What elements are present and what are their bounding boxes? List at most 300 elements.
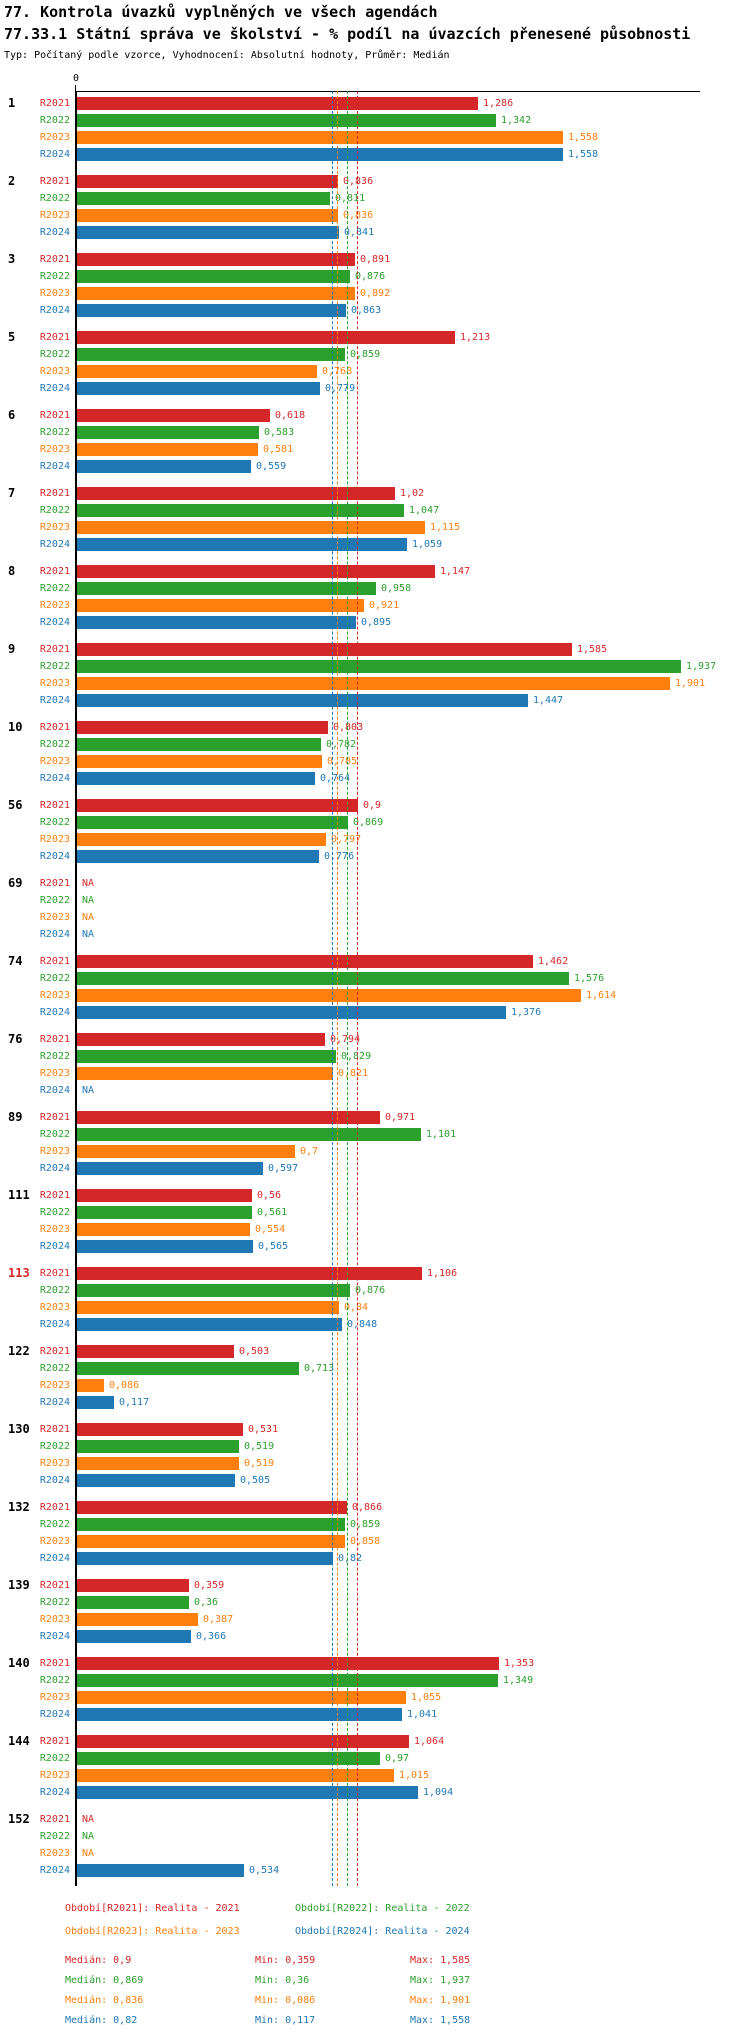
value-label: 1,094 <box>423 1787 454 1798</box>
series-label-r2021: R2021 <box>39 98 70 109</box>
series-label-r2023: R2023 <box>39 990 70 1001</box>
series-label-r2022: R2022 <box>39 271 70 282</box>
series-label-r2024: R2024 <box>39 929 70 940</box>
bar-group-2 <box>0 173 750 241</box>
series-label-r2021: R2021 <box>39 1736 70 1747</box>
bar-r2022 <box>77 114 496 127</box>
bar-r2024 <box>77 1240 253 1253</box>
stat-min-r2024: Min: 0,117 <box>255 2015 316 2026</box>
bar-r2022 <box>77 1050 336 1063</box>
value-label: 0,803 <box>333 722 364 733</box>
bar-r2022 <box>77 348 345 361</box>
series-label-r2023: R2023 <box>39 1068 70 1079</box>
value-label: 0,581 <box>263 444 294 455</box>
value-label: NA <box>82 1848 95 1859</box>
bar-r2021 <box>77 175 338 188</box>
value-label: 0,56 <box>257 1190 282 1201</box>
series-label-r2023: R2023 <box>39 522 70 533</box>
series-label-r2023: R2023 <box>39 678 70 689</box>
bar-row <box>0 1160 750 1177</box>
bar-row <box>0 190 750 207</box>
series-label-r2022: R2022 <box>39 1363 70 1374</box>
bar-row <box>0 1360 750 1377</box>
legend-item-r2022: Období[R2022]: Realita - 2022 <box>295 1903 470 1914</box>
page-title: 77. Kontrola úvazků vyplněných ve všech agendách <box>4 3 438 21</box>
bar-row <box>0 597 750 614</box>
value-label: 1,614 <box>586 990 617 1001</box>
bar-row <box>0 146 750 163</box>
bar-row <box>0 1706 750 1723</box>
bar-row <box>0 285 750 302</box>
group-id: 122 <box>8 1344 30 1358</box>
bar-r2024 <box>77 1786 418 1799</box>
bar-r2023 <box>77 833 326 846</box>
stat-min-r2023: Min: 0,086 <box>255 1995 316 2006</box>
bar-row <box>0 112 750 129</box>
group-id: 152 <box>8 1812 30 1826</box>
bar-r2024 <box>77 850 319 863</box>
group-id: 132 <box>8 1500 30 1514</box>
series-label-r2023: R2023 <box>39 210 70 221</box>
bar-row <box>0 1316 750 1333</box>
value-label: 0,895 <box>361 617 392 628</box>
bar-row <box>0 1421 750 1438</box>
bar-row <box>0 614 750 631</box>
series-label-r2022: R2022 <box>39 349 70 360</box>
bar-r2023 <box>77 755 322 768</box>
series-label-r2023: R2023 <box>39 132 70 143</box>
series-label-r2024: R2024 <box>39 1631 70 1642</box>
bar-r2022 <box>77 192 330 205</box>
series-label-r2021: R2021 <box>39 1658 70 1669</box>
bar-row <box>0 329 750 346</box>
value-label: 0,829 <box>341 1051 372 1062</box>
series-label-r2022: R2022 <box>39 1675 70 1686</box>
series-label-r2021: R2021 <box>39 1580 70 1591</box>
group-id: 139 <box>8 1578 30 1592</box>
bar-row <box>0 892 750 909</box>
value-label: 1,558 <box>568 149 599 160</box>
bar-row <box>0 1550 750 1567</box>
value-label: 0,858 <box>350 1536 381 1547</box>
median-line-r2024 <box>332 91 333 1886</box>
bar-r2024 <box>77 1474 235 1487</box>
bar-row <box>0 485 750 502</box>
bar-row <box>0 1065 750 1082</box>
bar-r2021 <box>77 1189 252 1202</box>
series-label-r2024: R2024 <box>39 851 70 862</box>
bar-group-1 <box>0 95 750 163</box>
bar-r2024 <box>77 1006 506 1019</box>
bar-group-152 <box>0 1811 750 1879</box>
bar-group-74 <box>0 953 750 1021</box>
median-line-r2023 <box>337 91 338 1886</box>
group-id: 144 <box>8 1734 30 1748</box>
bar-group-3 <box>0 251 750 319</box>
bar-r2022 <box>77 504 404 517</box>
bar-row <box>0 1672 750 1689</box>
series-label-r2024: R2024 <box>39 1865 70 1876</box>
series-label-r2021: R2021 <box>39 1346 70 1357</box>
series-label-r2022: R2022 <box>39 1285 70 1296</box>
value-label: 0,117 <box>119 1397 150 1408</box>
series-label-r2021: R2021 <box>39 410 70 421</box>
value-label: 0,503 <box>239 1346 270 1357</box>
stat-median-r2022: Medián: 0,869 <box>65 1975 144 1986</box>
value-label: 0,779 <box>325 383 356 394</box>
bar-row <box>0 1811 750 1828</box>
bar-r2023 <box>77 1145 295 1158</box>
legend-item-r2021: Období[R2021]: Realita - 2021 <box>65 1903 240 1914</box>
value-label: 0,768 <box>322 366 353 377</box>
bar-r2021 <box>77 1033 325 1046</box>
value-label: 1,286 <box>483 98 514 109</box>
stat-max-r2021: Max: 1,585 <box>410 1955 471 1966</box>
bar-group-113 <box>0 1265 750 1333</box>
bar-row <box>0 1845 750 1862</box>
value-label: 1,447 <box>533 695 564 706</box>
series-label-r2024: R2024 <box>39 1397 70 1408</box>
value-label: 0,7 <box>300 1146 319 1157</box>
group-id: 8 <box>8 564 16 578</box>
bar-row <box>0 1733 750 1750</box>
series-label-r2024: R2024 <box>39 1163 70 1174</box>
bar-row <box>0 1472 750 1489</box>
value-label: NA <box>82 895 95 906</box>
value-label: 1,101 <box>426 1129 457 1140</box>
bar-r2022 <box>77 1518 345 1531</box>
series-label-r2022: R2022 <box>39 427 70 438</box>
series-label-r2021: R2021 <box>39 800 70 811</box>
bar-row <box>0 302 750 319</box>
series-label-r2024: R2024 <box>39 383 70 394</box>
bar-row <box>0 953 750 970</box>
value-label: 1,064 <box>414 1736 445 1747</box>
x-axis-line <box>76 91 700 92</box>
bar-row <box>0 173 750 190</box>
bar-row <box>0 1767 750 1784</box>
bar-r2022 <box>77 660 681 673</box>
value-label: 0,836 <box>343 176 374 187</box>
series-label-r2022: R2022 <box>39 661 70 672</box>
value-label: 0,836 <box>343 210 374 221</box>
value-label: 0,794 <box>330 1034 361 1045</box>
bar-r2023 <box>77 521 425 534</box>
value-label: 0,505 <box>240 1475 271 1486</box>
series-label-r2021: R2021 <box>39 332 70 343</box>
bar-row <box>0 346 750 363</box>
series-label-r2024: R2024 <box>39 539 70 550</box>
bar-row <box>0 1282 750 1299</box>
bar-row <box>0 1750 750 1767</box>
series-label-r2023: R2023 <box>39 1380 70 1391</box>
group-id: 130 <box>8 1422 30 1436</box>
bar-row <box>0 502 750 519</box>
bar-r2023 <box>77 677 670 690</box>
value-label: 1,047 <box>409 505 440 516</box>
bar-row <box>0 458 750 475</box>
bar-r2023 <box>77 989 581 1002</box>
group-id: 10 <box>8 720 23 734</box>
value-label: 1,041 <box>407 1709 438 1720</box>
value-label: 0,869 <box>353 817 384 828</box>
bar-row <box>0 380 750 397</box>
bar-r2024 <box>77 1552 333 1565</box>
value-label: NA <box>82 1831 95 1842</box>
bar-row <box>0 1221 750 1238</box>
group-id: 89 <box>8 1110 23 1124</box>
bar-row <box>0 831 750 848</box>
value-label: 0,892 <box>360 288 391 299</box>
value-label: 0,859 <box>350 1519 381 1530</box>
bar-row <box>0 909 750 926</box>
series-label-r2024: R2024 <box>39 695 70 706</box>
bar-r2022 <box>77 1674 498 1687</box>
chart-rows <box>0 95 750 1889</box>
group-id: 7 <box>8 486 16 500</box>
series-label-r2024: R2024 <box>39 1241 70 1252</box>
series-label-r2024: R2024 <box>39 617 70 628</box>
series-label-r2022: R2022 <box>39 1831 70 1842</box>
series-label-r2024: R2024 <box>39 1475 70 1486</box>
bar-row <box>0 658 750 675</box>
series-label-r2021: R2021 <box>39 956 70 967</box>
value-label: 0,9 <box>363 800 382 811</box>
median-line-r2022 <box>347 91 348 1886</box>
bar-row <box>0 1031 750 1048</box>
bar-row <box>0 251 750 268</box>
bar-r2021 <box>77 955 533 968</box>
value-label: 1,106 <box>427 1268 458 1279</box>
value-label: 0,531 <box>248 1424 279 1435</box>
series-label-r2023: R2023 <box>39 1614 70 1625</box>
bar-row <box>0 95 750 112</box>
bar-group-122 <box>0 1343 750 1411</box>
bar-row <box>0 1655 750 1672</box>
series-label-r2024: R2024 <box>39 773 70 784</box>
bar-row <box>0 536 750 553</box>
value-label: 0,583 <box>264 427 295 438</box>
bar-group-10 <box>0 719 750 787</box>
bar-r2023 <box>77 365 317 378</box>
value-label: 0,876 <box>355 271 386 282</box>
value-label: 0,554 <box>255 1224 286 1235</box>
bar-r2022 <box>77 1284 350 1297</box>
bar-row <box>0 641 750 658</box>
bar-row <box>0 1265 750 1282</box>
bar-row <box>0 1109 750 1126</box>
series-label-r2022: R2022 <box>39 505 70 516</box>
bar-r2021 <box>77 1579 189 1592</box>
group-id: 74 <box>8 954 23 968</box>
series-label-r2024: R2024 <box>39 1553 70 1564</box>
value-label: 1,02 <box>400 488 425 499</box>
value-label: 1,059 <box>412 539 443 550</box>
bar-row <box>0 580 750 597</box>
series-label-r2022: R2022 <box>39 1129 70 1140</box>
bar-row <box>0 1126 750 1143</box>
bar-r2023 <box>77 1457 239 1470</box>
stat-median-r2023: Medián: 0,836 <box>65 1995 144 2006</box>
bar-row <box>0 814 750 831</box>
bar-r2021 <box>77 409 270 422</box>
bar-r2021 <box>77 97 478 110</box>
bar-row <box>0 1689 750 1706</box>
bar-row <box>0 736 750 753</box>
series-label-r2021: R2021 <box>39 1814 70 1825</box>
series-label-r2024: R2024 <box>39 1709 70 1720</box>
bar-row <box>0 1343 750 1360</box>
value-label: 1,937 <box>686 661 717 672</box>
bar-r2021 <box>77 1735 409 1748</box>
group-id: 56 <box>8 798 23 812</box>
value-label: 0,84 <box>344 1302 369 1313</box>
value-label: 0,848 <box>347 1319 378 1330</box>
value-label: 0,713 <box>304 1363 335 1374</box>
bar-row <box>0 1628 750 1645</box>
bar-r2022 <box>77 1362 299 1375</box>
bar-row <box>0 1377 750 1394</box>
series-label-r2021: R2021 <box>39 878 70 889</box>
series-label-r2021: R2021 <box>39 1190 70 1201</box>
series-label-r2023: R2023 <box>39 1848 70 1859</box>
bar-row <box>0 1394 750 1411</box>
series-label-r2022: R2022 <box>39 193 70 204</box>
value-label: 1,376 <box>511 1007 542 1018</box>
value-label: NA <box>82 912 95 923</box>
value-label: 0,359 <box>194 1580 225 1591</box>
series-label-r2024: R2024 <box>39 227 70 238</box>
bar-r2023 <box>77 1067 333 1080</box>
value-label: 0,366 <box>196 1631 227 1642</box>
value-label: NA <box>82 1085 95 1096</box>
value-label: 0,841 <box>344 227 375 238</box>
series-label-r2022: R2022 <box>39 973 70 984</box>
value-label: 0,921 <box>369 600 400 611</box>
series-label-r2023: R2023 <box>39 834 70 845</box>
bar-row <box>0 1004 750 1021</box>
group-id: 69 <box>8 876 23 890</box>
bar-row <box>0 224 750 241</box>
bar-row <box>0 1143 750 1160</box>
group-id: 111 <box>8 1188 30 1202</box>
value-label: 0,821 <box>338 1068 369 1079</box>
value-label: NA <box>82 878 95 889</box>
bar-group-8 <box>0 563 750 631</box>
bar-r2024 <box>77 772 315 785</box>
bar-r2021 <box>77 1657 499 1670</box>
bar-r2023 <box>77 209 338 222</box>
value-label: NA <box>82 1814 95 1825</box>
series-label-r2023: R2023 <box>39 444 70 455</box>
value-label: NA <box>82 929 95 940</box>
bar-r2024 <box>77 382 320 395</box>
series-label-r2024: R2024 <box>39 305 70 316</box>
bar-row <box>0 1048 750 1065</box>
bar-r2021 <box>77 1345 234 1358</box>
bar-r2021 <box>77 1111 380 1124</box>
bar-group-5 <box>0 329 750 397</box>
value-label: 1,147 <box>440 566 471 577</box>
series-label-r2023: R2023 <box>39 366 70 377</box>
series-label-r2024: R2024 <box>39 1007 70 1018</box>
bar-r2021 <box>77 565 435 578</box>
bar-r2024 <box>77 1162 263 1175</box>
bar-row <box>0 563 750 580</box>
bar-row <box>0 424 750 441</box>
value-label: 0,782 <box>326 739 357 750</box>
series-label-r2021: R2021 <box>39 1268 70 1279</box>
bar-group-76 <box>0 1031 750 1099</box>
bar-row <box>0 1082 750 1099</box>
bar-row <box>0 407 750 424</box>
bar-group-89 <box>0 1109 750 1177</box>
series-label-r2023: R2023 <box>39 1146 70 1157</box>
series-label-r2022: R2022 <box>39 1207 70 1218</box>
series-label-r2021: R2021 <box>39 566 70 577</box>
value-label: 0,561 <box>257 1207 288 1218</box>
bar-r2022 <box>77 1440 239 1453</box>
value-label: 0,876 <box>355 1285 386 1296</box>
bar-row <box>0 770 750 787</box>
stat-max-r2024: Max: 1,558 <box>410 2015 471 2026</box>
bar-r2024 <box>77 1864 244 1877</box>
bar-r2024 <box>77 148 563 161</box>
bar-r2022 <box>77 1752 380 1765</box>
value-label: 1,213 <box>460 332 491 343</box>
group-id: 76 <box>8 1032 23 1046</box>
bar-row <box>0 207 750 224</box>
value-label: 0,863 <box>351 305 382 316</box>
bar-r2024 <box>77 460 251 473</box>
bar-row <box>0 1187 750 1204</box>
bar-row <box>0 875 750 892</box>
series-label-r2021: R2021 <box>39 1424 70 1435</box>
bar-r2022 <box>77 1206 252 1219</box>
series-label-r2022: R2022 <box>39 817 70 828</box>
value-label: 1,585 <box>577 644 608 655</box>
bar-r2021 <box>77 331 455 344</box>
value-label: 0,086 <box>109 1380 140 1391</box>
bar-r2024 <box>77 226 339 239</box>
series-label-r2022: R2022 <box>39 895 70 906</box>
bar-r2022 <box>77 1128 421 1141</box>
bar-row <box>0 1533 750 1550</box>
series-label-r2022: R2022 <box>39 1441 70 1452</box>
bar-row <box>0 1455 750 1472</box>
bar-r2023 <box>77 1379 104 1392</box>
group-id: 113 <box>8 1266 30 1280</box>
bar-row <box>0 363 750 380</box>
bar-r2024 <box>77 1396 114 1409</box>
value-label: 0,776 <box>324 851 355 862</box>
series-label-r2022: R2022 <box>39 1597 70 1608</box>
series-label-r2021: R2021 <box>39 1034 70 1045</box>
axis-zero-label: 0 <box>72 73 80 84</box>
value-label: 0,534 <box>249 1865 280 1876</box>
bar-r2023 <box>77 287 355 300</box>
value-label: 1,015 <box>399 1770 430 1781</box>
series-label-r2023: R2023 <box>39 1536 70 1547</box>
value-label: 1,342 <box>501 115 532 126</box>
series-label-r2024: R2024 <box>39 149 70 160</box>
bar-r2021 <box>77 721 328 734</box>
bar-row <box>0 1204 750 1221</box>
value-label: 0,36 <box>194 1597 219 1608</box>
series-label-r2021: R2021 <box>39 1502 70 1513</box>
legend-item-r2023: Období[R2023]: Realita - 2023 <box>65 1926 240 1937</box>
bar-r2022 <box>77 816 348 829</box>
